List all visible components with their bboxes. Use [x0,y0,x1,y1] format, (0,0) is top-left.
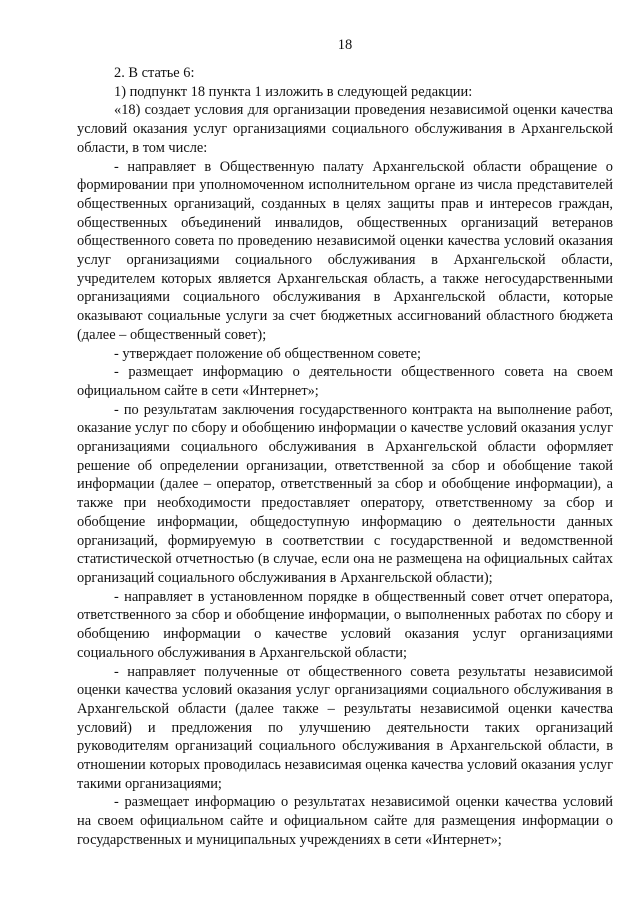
paragraph-bullet-publishes-council-info: - размещает информацию о деятельности общественного совета на своем официальном сайте в сети «Интернет»; [77,364,613,399]
paragraph-bullet-operator-decision: - по результатам заключения государственного контракта на выполнение работ, оказание услуг по сбору и обобщению информации о качестве условий оказания услуг организациями социального обслуживания в Архангельской области оформляет решение об определении организации, ответственной за сбор и обобщение такой информации (далее – оператор, ответственный за сбор и обобщение информации), а также при необходимости предоставляет оператору, ответственному за сбор и обобщение информации, общедоступную информацию о деятельности данных организаций, формируемую в соответствии с государственной и ведомственной статистической отчетностью (в случае, если она не размещена на официальных сайтах организаций социального обслуживания в Архангельской области); [77,401,613,586]
paragraph-subitem-1: 1) подпункт 18 пункта 1 изложить в следующей редакции: [114,83,473,100]
page-number: 18 [337,37,353,53]
paragraph-article-6-heading: 2. В статье 6: [114,65,195,81]
paragraph-bullet-publishes-results: - размещает информацию о результатах независимой оценки качества условий на своем официальном сайте и официальном сайте для размещения информации о государственных и муниципальных учреждениях в сети «Интернет»; [77,794,613,848]
paragraph-bullet-public-chamber: - направляет в Общественную палату Архангельской области обращение о формировании при уполномоченном исполнительном органе из числа представителей общественных организаций, созданных в целях защиты прав и интересов граждан, общественных объединений инвалидов, общественных организаций ветеранов общественного совета по проведению независимой оценки качества условий оказания услуг организациями социального обслуживания в Архангельской области, учредителем которых является Архангельская область, а также негосударственными организациями социального обслуживания в Архангельской области, которые оказывают социальные услуги за счет бюджетных ассигнований областного бюджета (далее – общественный совет); [77,158,613,343]
paragraph-bullet-approves-regulation: - утверждает положение об общественном совете; [114,345,421,362]
paragraph-item-18-intro: «18) создает условия для организации проведения независимой оценки качества условий оказания услуг организациями социального обслуживания в Архангельской области, в том числе: [77,102,613,156]
paragraph-bullet-sends-report: - направляет в установленном порядке в общественный совет отчет оператора, ответственного за сбор и обобщение информации, о выполненных работах по сбору и обобщению информации о качестве условий оказания услуг организациями социального обслуживания в Архангельской области; [77,588,613,661]
paragraph-bullet-sends-results: - направляет полученные от общественного совета результаты независимой оценки качества условий оказания услуг организациями социального обслуживания в Архангельской области (далее также – результаты независимой оценки качества условий) и предложения по улучшению деятельности таких организаций руководителям организаций социального обслуживания в Архангельской области, в отношении которых проводилась независимая оценка качества условий оказания услуг такими организациями; [77,663,613,792]
